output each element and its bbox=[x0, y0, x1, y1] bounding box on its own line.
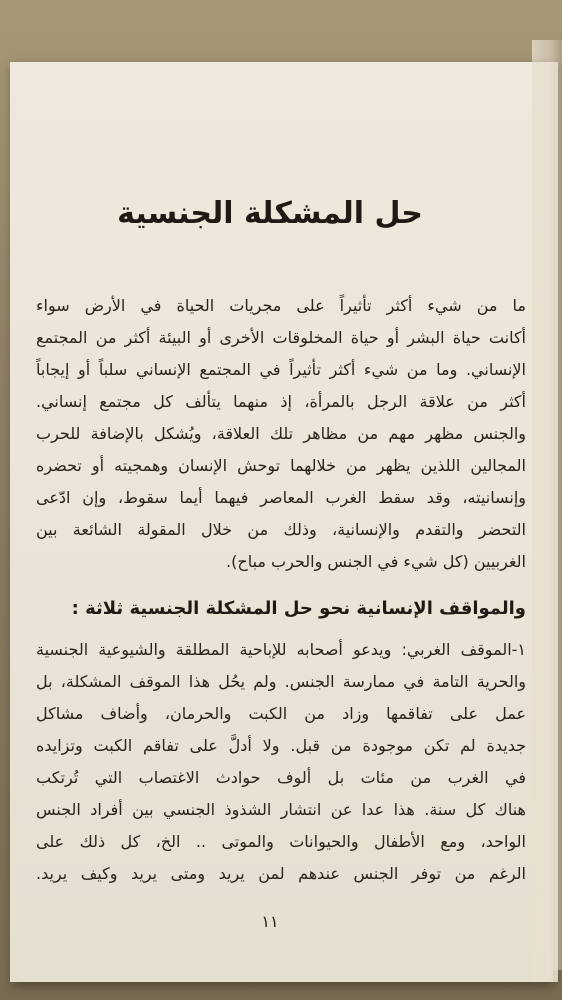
text-line: جديدة لم تكن موجودة من قبل. ولا أدلَّ على تفاقم الكبت وتزايده bbox=[36, 736, 526, 755]
text-line: والحرية التامة في ممارسة الجنس. ولم يحُل هذا الموقف المشكلة، بل bbox=[36, 672, 526, 691]
text-line: أكانت حياة البشر أو حياة المخلوقات الأخرى أو البيئة أكثر من المجتمع bbox=[36, 328, 526, 347]
text-line: وإنسانيته، وقد سقط الغرب المعاصر فيهما أيما سقوط، وإن ادّعى bbox=[36, 488, 526, 507]
text-line: الإنساني. وما من شيء أكثر تأثيراً في المجتمع الإنساني سلباً أو إيجاباً bbox=[36, 360, 526, 379]
text-line: ١-الموقف الغربي: ويدعو أصحابه للإباحية المطلقة والشيوعية الجنسية bbox=[36, 640, 526, 659]
page-number: ١١ bbox=[261, 912, 279, 931]
chapter-title: حل المشكلة الجنسية bbox=[117, 196, 423, 231]
text-line: الرغم من توفر الجنس عندهم لمن يريد ومتى يريد وكيف يريد. bbox=[36, 864, 526, 883]
text-line: عمل على تفاقمها وزاد من الكبت والحرمان، وأضاف مشاكل bbox=[36, 704, 526, 723]
text-line: الواحد، ومع الأطفال والحيوانات والموتى .. الخ، كل ذلك على bbox=[36, 832, 526, 851]
text-line: أكثر من علاقة الرجل بالمرأة، إذ منهما يتألف كل مجتمع إنساني. bbox=[36, 392, 526, 411]
section-subheading: والمواقف الإنسانية نحو حل المشكلة الجنسية ثلاثة : bbox=[71, 598, 526, 619]
page-stack-edge bbox=[532, 62, 558, 982]
text-line: ما من شيء أكثر تأثيراً على مجريات الحياة في الأرض سواء bbox=[36, 296, 526, 315]
text-line: والجنس مظهر مهم من مظاهر تلك العلاقة، ويُشكل بالإضافة للحرب bbox=[36, 424, 526, 443]
text-line: التحضر والتقدم والإنسانية، وذلك من خلال المقولة الشائعة بين bbox=[36, 520, 526, 539]
paragraph-intro bbox=[36, 290, 526, 578]
text-line: المجالين اللذين يظهر من خلالهما توحش الإنسان وهمجيته أو تحضره bbox=[36, 456, 526, 475]
text-line: في الغرب من مئات بل ألوف حوادث الاغتصاب التي تُرتكب bbox=[36, 768, 526, 787]
paragraph-western-position bbox=[36, 634, 526, 890]
text-line: هناك كل سنة. هذا عدا عن انتشار الشذوذ الجنسي بين أفراد الجنس bbox=[36, 800, 526, 819]
text-line: الغربيين (كل شيء في الجنس والحرب مباح). bbox=[226, 552, 526, 571]
